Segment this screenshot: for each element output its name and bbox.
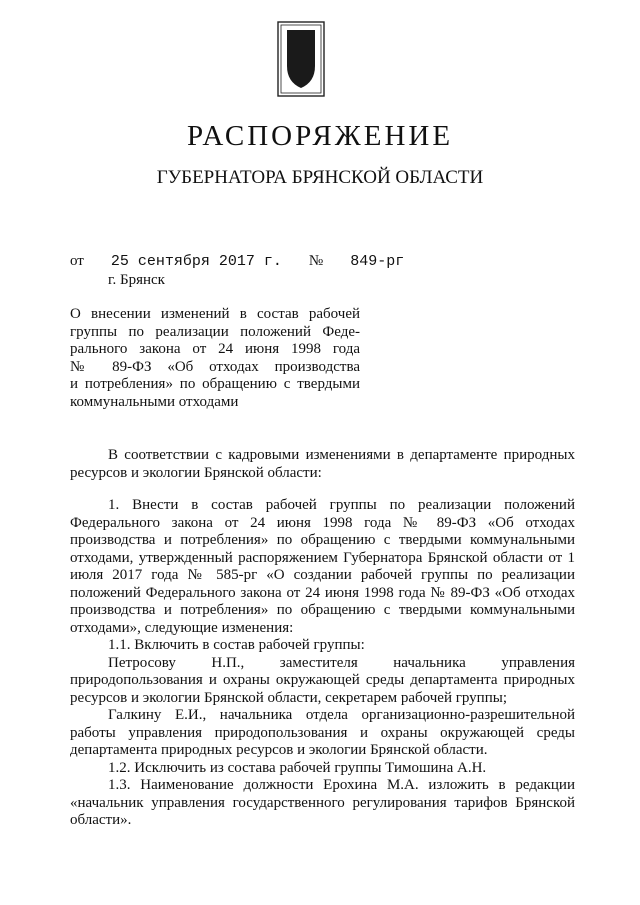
subject-line: рального закона от 24 июня 1998 года	[70, 341, 360, 358]
document-title: РАСПОРЯЖЕНИЕ	[186, 120, 454, 152]
subject-line: и потребления» по обращению с твердыми	[70, 376, 360, 393]
document-date: 25 сентября 2017 г.	[110, 253, 282, 270]
intro-paragraph: В соответствии с кадровыми изменениями в департаменте природных ресурсов и экологии Брянской области:	[70, 447, 575, 481]
subject-block	[70, 306, 360, 412]
item-1-2-paragraph: 1.2. Исключить из состава рабочей группы Тимошина А.Н.	[108, 759, 487, 776]
date-number-line	[70, 253, 404, 270]
item-1-3-paragraph: 1.3. Наименование должности Ерохина М.А. изложить в редакции «начальник управления государственного регулирования тарифов Брянской области».	[70, 777, 575, 828]
document-body	[70, 447, 575, 830]
city: г. Брянск	[108, 272, 165, 288]
subject-line: № 89-ФЗ «Об отходах производства	[70, 358, 360, 375]
subject-line: О внесении изменений в состав рабочей	[70, 306, 360, 322]
document-subtitle: ГУБЕРНАТОРА БРЯНСКОЙ ОБЛАСТИ	[156, 167, 484, 188]
coat-of-arms-shield-icon	[276, 20, 326, 98]
number-sign: №	[308, 253, 324, 269]
document-number: 849-рг	[350, 253, 405, 270]
item-1-1-paragraph: 1.1. Включить в состав рабочей группы:	[108, 637, 365, 653]
member-paragraph: Галкину Е.И., начальника отдела организационно-разрешительной работы управления природопользования и охраны окружающей среды департамента природных ресурсов и экологии Брянской области.	[70, 707, 575, 758]
from-label: от	[70, 253, 84, 269]
member-paragraph: Петросову Н.П., заместителя начальника управления природопользования и охраны окружающей среды департамента природных ресурсов и экологии Брянской области, секретарем рабочей группы;	[70, 654, 575, 706]
subject-line: группы по реализации положений Феде-	[70, 323, 360, 340]
item-1-paragraph: 1. Внести в состав рабочей группы по реализации положений Федерального закона от 24 июня 1998 года № 89-ФЗ «Об отходах производства и потребления» по обращению с твердыми коммунальными отходами, утвержденный распоряжением Губернатора Брянской области от 1 июля 2017 года № 585-рг «О создании рабочей группы по реализации положений Федерального закона от 24 июня 1998 года № 89-ФЗ «Об отходах производства и потребления» по обращению с твердыми коммунальными отходами», следующие изменения:	[70, 497, 575, 636]
subject-line: коммунальными отходами	[70, 393, 239, 410]
